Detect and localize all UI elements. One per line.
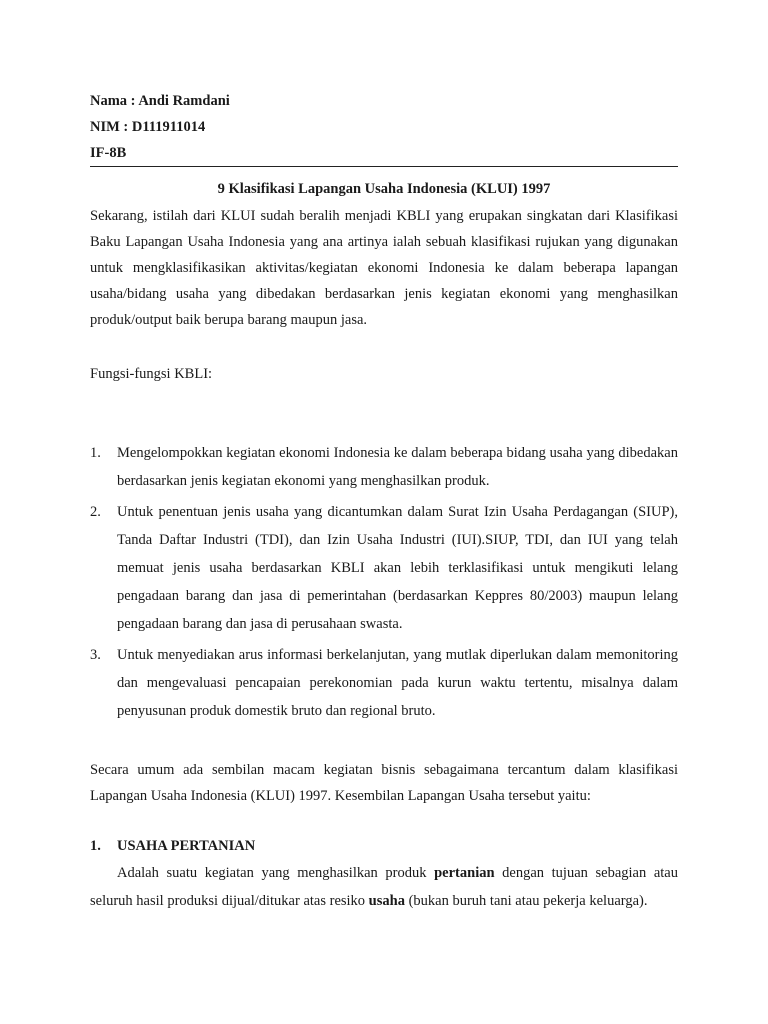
- section-body-text: (bukan buruh tani atau pekerja keluarga).: [404, 893, 648, 909]
- section-body-text: Adalah suatu kegiatan yang menghasilkan produk: [117, 865, 435, 881]
- fungsi-heading: Fungsi-fungsi KBLI:: [90, 366, 213, 382]
- header-divider: [90, 166, 678, 167]
- section-body-bold-term: usaha: [368, 893, 405, 909]
- section-heading: [90, 833, 678, 859]
- student-name: Nama : Andi Ramdani: [90, 93, 230, 109]
- list-item: [90, 498, 678, 638]
- section-body-bold-term: pertanian: [434, 865, 495, 881]
- intro-paragraph: Sekarang, istilah dari KLUI sudah beralih menjadi KBLI yang erupakan singkatan dari Klasifikasi Baku Lapangan Usaha Indonesia yang ana artinya ialah sebuah klasifikasi rujukan yang digunakan untuk mengklasifikasikan aktivitas/kegiatan ekonomi Indonesia ke dalam beberapa lapangan usaha/bidang usaha yang dibedakan berdasarkan jenis kegiatan ekonomi yang menghasilkan produk/output baik berupa barang maupun jasa.: [90, 208, 678, 328]
- list-item-text: Mengelompokkan kegiatan ekonomi Indonesia ke dalam beberapa bidang usaha yang dibedakan berdasarkan jenis kegiatan ekonomi yang menghasilkan produk.: [117, 445, 678, 489]
- list-item-number: 2.: [90, 504, 101, 520]
- list-item-number: 3.: [90, 647, 101, 663]
- list-item: [90, 641, 678, 725]
- list-item-number: 1.: [90, 445, 101, 461]
- section-body-text: dengan tujuan sebagian atau seluruh hasil produksi dijual/ditukar atas resiko: [90, 865, 678, 909]
- document-page: [90, 88, 678, 915]
- student-nim: NIM : D111911014: [90, 119, 206, 135]
- list-item-text: Untuk menyediakan arus informasi berkelanjutan, yang mutlak diperlukan dalam memonitoring dan mengevaluasi pencapaian perekonomian pada kurun waktu tertentu, misalnya dalam penyusunan produk domestik bruto dan regional bruto.: [117, 647, 678, 719]
- list-item-text: Untuk penentuan jenis usaha yang dicantumkan dalam Surat Izin Usaha Perdagangan (SIUP), Tanda Daftar Industri (TDI), dan Izin Usaha Industri (IUI).SIUP, TDI, dan IUI yang telah memuat jenis usaha berdasarkan KBLI akan lebih terklasifikasi untuk mengikuti lelang pengadaan barang dan jasa di pemerintahan (berdasarkan Keppres 80/2003) maupun lelang pengadaan barang dan jasa di perusahaan swasta.: [117, 504, 678, 632]
- section-body: [90, 859, 678, 915]
- document-title: 9 Klasifikasi Lapangan Usaha Indonesia (KLUI) 1997: [217, 181, 551, 197]
- section-number: 1.: [90, 838, 101, 854]
- fungsi-list: [90, 439, 678, 725]
- secara-paragraph: Secara umum ada sembilan macam kegiatan bisnis sebagaimana tercantum dalam klasifikasi Lapangan Usaha Indonesia (KLUI) 1997. Kesembilan Lapangan Usaha tersebut yaitu:: [90, 762, 678, 804]
- section-title: USAHA PERTANIAN: [117, 838, 256, 854]
- student-class: IF-8B: [90, 145, 127, 161]
- list-item: [90, 439, 678, 495]
